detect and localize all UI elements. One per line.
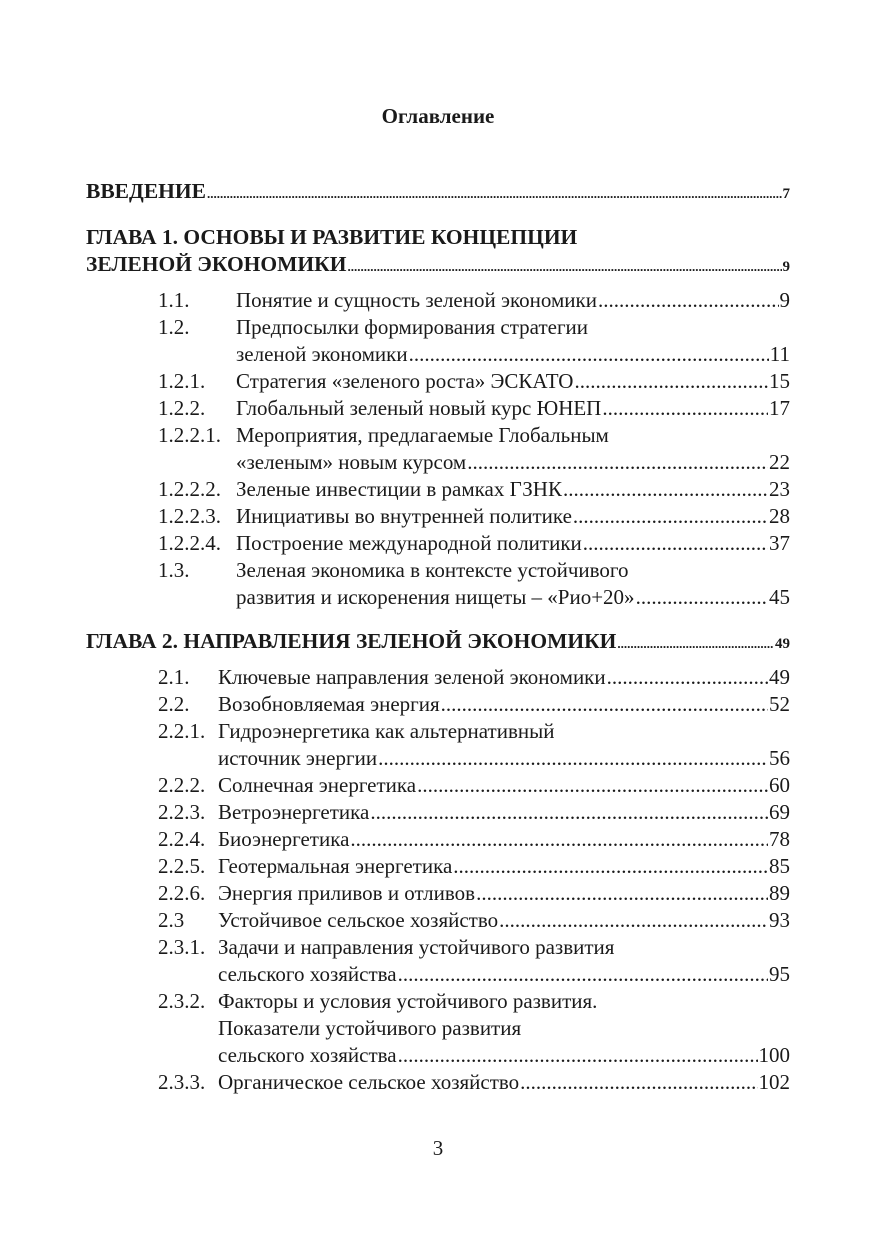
toc-page-number: 17 [769, 396, 790, 420]
toc-entry-2-3-1[interactable] [218, 961, 790, 988]
toc-entry-2-3-3[interactable] [218, 1069, 790, 1096]
toc-entry-2-3-2-title[interactable]: Факторы и условия устойчивого развития. [218, 989, 598, 1013]
toc-entry-1-1[interactable] [236, 287, 790, 314]
toc-entry-1-2-2-1-title[interactable]: Мероприятия, предлагаемые Глобальным [236, 423, 609, 447]
toc-page-number: 93 [769, 908, 790, 932]
toc-section-number: 1.2.2.1. [158, 423, 221, 447]
dot-leader [398, 961, 768, 988]
toc-page-number: 60 [769, 773, 790, 797]
toc-section-number: 2.2.2. [158, 773, 206, 797]
toc-page-number: 9 [779, 288, 790, 312]
toc-chapter-1-title[interactable]: ГЛАВА 1. ОСНОВЫ И РАЗВИТИЕ КОНЦЕПЦИИ [86, 225, 578, 249]
toc-page-number: 56 [769, 746, 790, 770]
toc-entry-1-2-2-1[interactable] [236, 449, 790, 476]
toc-entry-2-2-1[interactable] [218, 745, 790, 772]
toc-entry-2-2-4[interactable] [218, 826, 790, 853]
dot-leader [607, 664, 768, 691]
toc-entry-chapter-2[interactable] [86, 628, 790, 655]
toc-entry-chapter-1[interactable] [86, 251, 790, 278]
toc-section-number: 2.2.4. [158, 827, 206, 851]
toc-entry-2-2-6[interactable] [218, 880, 790, 907]
toc-entry-title: Геотермальная энергетика [218, 854, 453, 878]
toc-entry-title: сельского хозяйства [218, 962, 397, 986]
toc-entry-title: «зеленым» новым курсом [236, 450, 467, 474]
toc-entry-2-2-5[interactable] [218, 853, 790, 880]
toc-section-number: 1.2.2.4. [158, 531, 221, 555]
toc-section-number: 1.2.2.2. [158, 477, 221, 501]
dot-leader [417, 772, 768, 799]
toc-section-number: 1.2.2. [158, 396, 206, 420]
toc-entry-1-2[interactable] [236, 341, 790, 368]
toc-section-number: 1.3. [158, 558, 190, 582]
toc-page-number: 69 [769, 800, 790, 824]
toc-entry-2-2-1-title[interactable]: Гидроэнергетика как альтернативный [218, 719, 555, 743]
toc-page-number: 100 [758, 1043, 790, 1067]
toc-page-number: 22 [769, 450, 790, 474]
toc-entry-title: зеленой экономики [236, 342, 408, 366]
dot-leader [617, 630, 774, 657]
toc-entry-title: ЗЕЛЕНОЙ ЭКОНОМИКИ [86, 252, 347, 276]
dot-leader [598, 287, 779, 314]
toc-entry-title: Ключевые направления зеленой экономики [218, 665, 606, 689]
dot-leader [207, 180, 782, 207]
toc-entry-1-2-2-3[interactable] [236, 503, 790, 530]
toc-section-number: 2.1. [158, 665, 190, 689]
dot-leader [499, 907, 768, 934]
toc-entry-1-3-title[interactable]: Зеленая экономика в контексте устойчивого [236, 558, 629, 582]
toc-entry-title: источник энергии [218, 746, 378, 770]
dot-leader [574, 368, 768, 395]
dot-leader [476, 880, 768, 907]
dot-leader [378, 745, 768, 772]
toc-entry-2-2[interactable] [218, 691, 790, 718]
toc-section-number: 2.3.2. [158, 989, 206, 1013]
dot-leader [409, 341, 769, 368]
toc-entry-2-3[interactable] [218, 907, 790, 934]
toc-section-number: 2.2.1. [158, 719, 206, 743]
toc-page-number: 7 [782, 186, 790, 202]
toc-section-number: 2.2.3. [158, 800, 206, 824]
toc-section-number: 2.3.1. [158, 935, 206, 959]
toc-section-number: 2.3.3. [158, 1070, 206, 1094]
toc-entry-title: Понятие и сущность зеленой экономики [236, 288, 597, 312]
toc-entry-title: Устойчивое сельское хозяйство [218, 908, 499, 932]
toc-page-number: 37 [769, 531, 790, 555]
dot-leader [602, 395, 768, 422]
toc-entry-2-2-3[interactable] [218, 799, 790, 826]
dot-leader [350, 826, 768, 853]
toc-entry-title: Энергия приливов и отливов [218, 881, 476, 905]
dot-leader [583, 530, 768, 557]
toc-page-number: 89 [769, 881, 790, 905]
toc-page-number: 11 [769, 342, 790, 366]
toc-section-number: 2.2.6. [158, 881, 206, 905]
toc-entry-title: Глобальный зеленый новый курс ЮНЕП [236, 396, 602, 420]
dot-leader [563, 476, 768, 503]
toc-entry-1-2-2-4[interactable] [236, 530, 790, 557]
toc-section-number: 2.3 [158, 908, 185, 932]
toc-section-number: 1.2.2.3. [158, 504, 221, 528]
toc-section-number: 2.2. [158, 692, 190, 716]
toc-section-number: 1.1. [158, 288, 190, 312]
toc-entry-title: развития и искоренения нищеты – «Рио+20» [236, 585, 635, 609]
toc-entry-2-3-2[interactable] [218, 1042, 790, 1069]
toc-entry-title: Стратегия «зеленого роста» ЭСКАТО [236, 369, 574, 393]
dot-leader [467, 449, 768, 476]
toc-entry-2-2-2[interactable] [218, 772, 790, 799]
toc-entry-2-3-2-subtitle[interactable]: Показатели устойчивого развития [218, 1016, 522, 1040]
toc-entry-title: Зеленые инвестиции в рамках ГЗНК [236, 477, 562, 501]
toc-page-number: 95 [769, 962, 790, 986]
toc-page-number: 23 [769, 477, 790, 501]
toc-entry-title: Инициативы во внутренней политике [236, 504, 572, 528]
toc-entry-intro[interactable] [86, 178, 790, 205]
toc-entry-title: ГЛАВА 2. НАПРАВЛЕНИЯ ЗЕЛЕНОЙ ЭКОНОМИКИ [86, 629, 617, 653]
toc-section-number: 1.2.1. [158, 369, 206, 393]
toc-entry-1-2-2-2[interactable] [236, 476, 790, 503]
toc-entry-2-1[interactable] [218, 664, 790, 691]
toc-entry-title: Возобновляемая энергия [218, 692, 440, 716]
toc-entry-title: Органическое сельское хозяйство [218, 1070, 520, 1094]
toc-entry-title: Биоэнергетика [218, 827, 350, 851]
toc-entry-title: ВВЕДЕНИЕ [86, 179, 206, 203]
toc-entry-1-3[interactable] [236, 584, 790, 611]
toc-section-number: 1.2. [158, 315, 190, 339]
toc-page-number: 15 [769, 369, 790, 393]
page-number: 3 [432, 1136, 444, 1160]
toc-entry-1-2-title[interactable]: Предпосылки формирования стратегии [236, 315, 589, 339]
toc-page-number: 49 [775, 636, 790, 652]
toc-entry-title: сельского хозяйства [218, 1043, 397, 1067]
toc-page-number: 85 [769, 854, 790, 878]
toc-entry-title: Ветроэнергетика [218, 800, 370, 824]
dot-leader [453, 853, 768, 880]
toc-section-number: 2.2.5. [158, 854, 206, 878]
toc-entry-1-2-2[interactable] [236, 395, 790, 422]
dot-leader [370, 799, 768, 826]
page-title: Оглавление [381, 104, 495, 128]
toc-page-number: 102 [758, 1070, 790, 1094]
dot-leader [441, 691, 768, 718]
toc-page-number: 78 [769, 827, 790, 851]
toc-page-number: 9 [782, 259, 790, 275]
toc-page-number: 52 [769, 692, 790, 716]
toc-page-number: 49 [769, 665, 790, 689]
dot-leader [636, 584, 768, 611]
dot-leader [573, 503, 768, 530]
toc-entry-2-3-1-title[interactable]: Задачи и направления устойчивого развития [218, 935, 615, 959]
toc-entry-title: Солнечная энергетика [218, 773, 417, 797]
toc-page-number: 28 [769, 504, 790, 528]
dot-leader [347, 253, 781, 280]
toc-page-number: 45 [769, 585, 790, 609]
toc-entry-1-2-1[interactable] [236, 368, 790, 395]
dot-leader [520, 1069, 757, 1096]
dot-leader [398, 1042, 758, 1069]
toc-entry-title: Построение международной политики [236, 531, 582, 555]
